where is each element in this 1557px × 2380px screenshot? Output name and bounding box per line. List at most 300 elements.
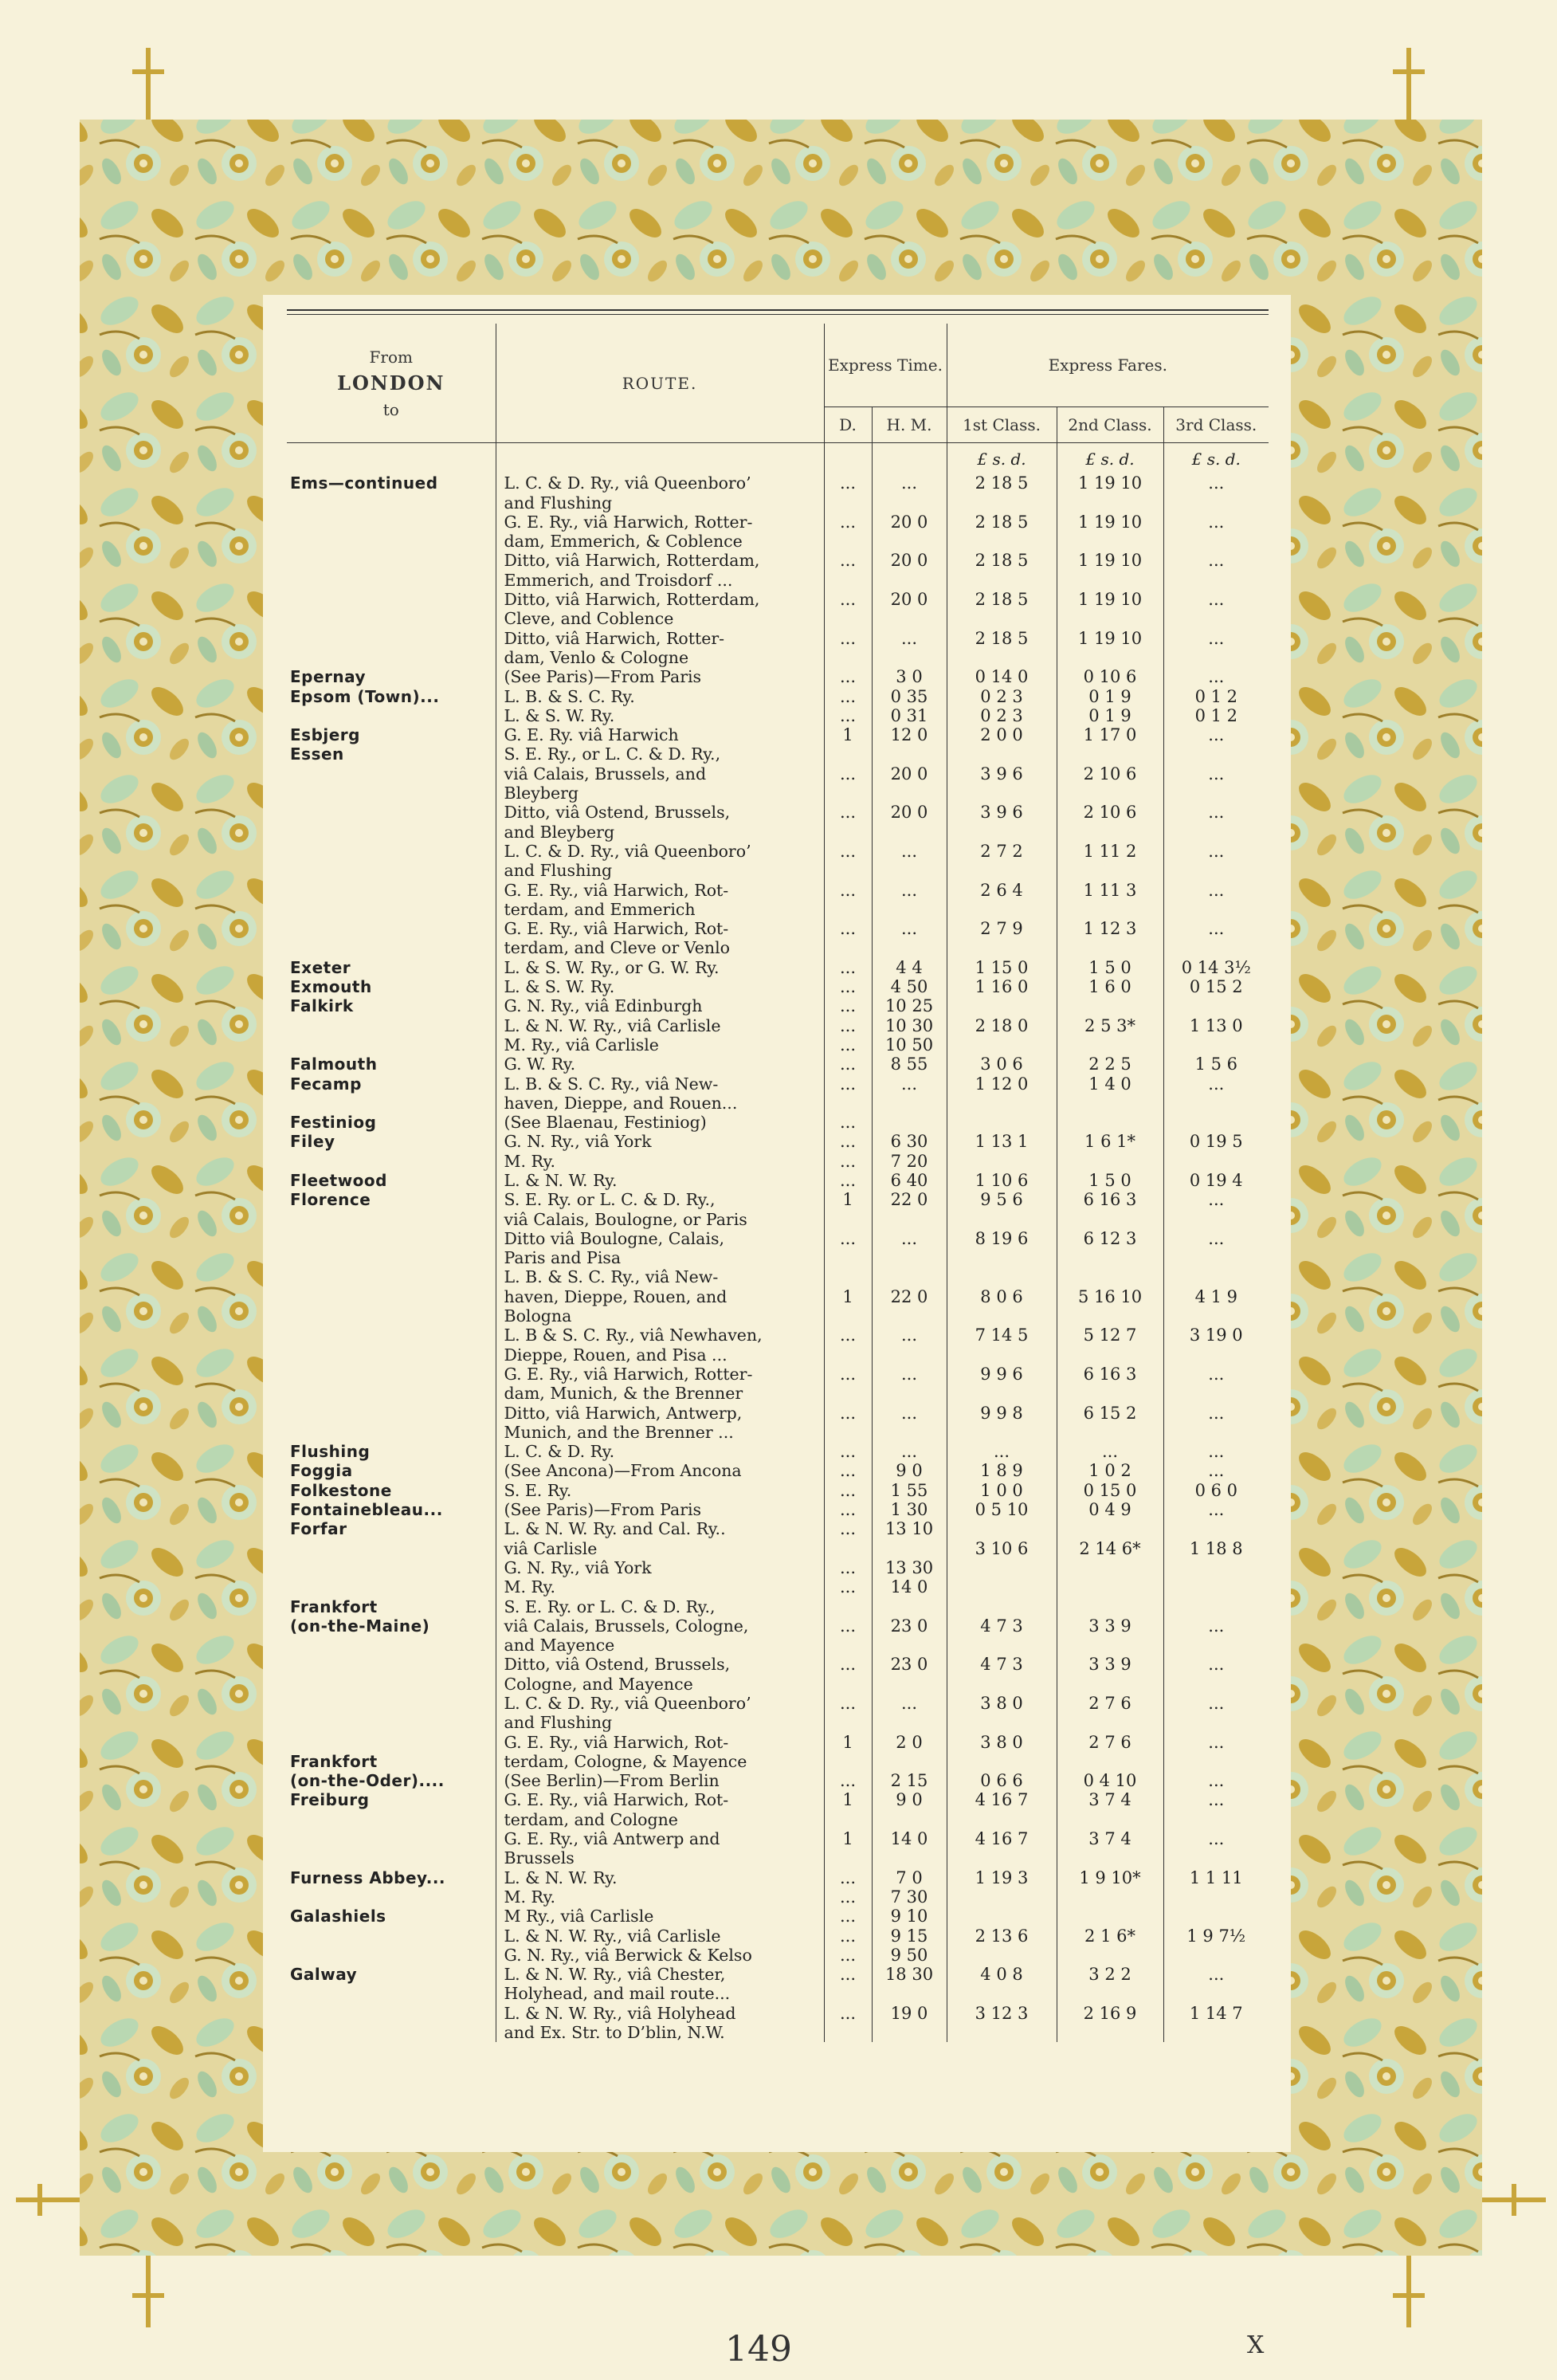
- table-row: [287, 1713, 1269, 1732]
- second-class-fare-cell: 3 2 2: [1057, 1965, 1163, 1984]
- days-cell: ...: [824, 1016, 872, 1035]
- first-class-fare-cell: [947, 493, 1057, 513]
- table-row: [287, 1171, 1269, 1190]
- hours-minutes-cell: 10 25: [872, 996, 947, 1015]
- days-cell: [824, 609, 872, 628]
- table-row: [287, 1132, 1269, 1151]
- destination-cell: [287, 1636, 496, 1655]
- destination-cell: [287, 648, 496, 667]
- table-row: [287, 1035, 1269, 1055]
- days-cell: [824, 532, 872, 551]
- second-class-fare-cell: 1 17 0: [1057, 725, 1163, 744]
- second-class-fare-cell: [1057, 1577, 1163, 1596]
- days-cell: 1: [824, 1790, 872, 1809]
- first-class-fare-cell: 9 5 6: [947, 1190, 1057, 1209]
- hours-minutes-cell: [872, 861, 947, 880]
- third-class-fare-cell: ...: [1163, 1965, 1269, 1984]
- third-class-fare-cell: ...: [1163, 1190, 1269, 1209]
- table-row: [287, 1210, 1269, 1229]
- destination-cell: [287, 803, 496, 822]
- third-class-fare-cell: 1 1 11: [1163, 1868, 1269, 1887]
- first-class-fare-cell: 2 18 5: [947, 473, 1057, 493]
- destination-cell: [287, 706, 496, 725]
- days-cell: [824, 1267, 872, 1286]
- route-cell: (See Ancona)—From Ancona: [496, 1461, 824, 1480]
- second-class-fare-cell: [1057, 1946, 1163, 1965]
- hours-minutes-cell: 22 0: [872, 1287, 947, 1306]
- table-row: [287, 1481, 1269, 1500]
- first-class-fare-cell: [947, 1094, 1057, 1113]
- days-cell: ...: [824, 1442, 872, 1461]
- days-cell: [824, 1210, 872, 1229]
- route-cell: haven, Dieppe, and Rouen...: [496, 1094, 824, 1113]
- route-cell: L. & S. W. Ry., or G. W. Ry.: [496, 958, 824, 977]
- hours-minutes-cell: ...: [872, 473, 947, 493]
- days-cell: [824, 1636, 872, 1655]
- table-row: [287, 1965, 1269, 1984]
- days-cell: [824, 1848, 872, 1867]
- days-cell: [824, 1423, 872, 1442]
- hours-minutes-cell: [872, 571, 947, 590]
- destination-cell: [287, 784, 496, 803]
- route-cell: S. E. Ry.: [496, 1481, 824, 1500]
- hours-minutes-cell: ...: [872, 881, 947, 900]
- route-cell: Dieppe, Rouen, and Pisa ...: [496, 1345, 824, 1365]
- destination-cell: [287, 842, 496, 861]
- first-class-fare-cell: 2 18 5: [947, 629, 1057, 648]
- hours-minutes-cell: ...: [872, 1404, 947, 1423]
- third-class-fare-cell: [1163, 1675, 1269, 1694]
- third-class-fare-cell: ...: [1163, 919, 1269, 938]
- first-class-fare-cell: 0 5 10: [947, 1500, 1057, 1519]
- table-row: [287, 744, 1269, 764]
- first-class-fare-cell: [947, 996, 1057, 1015]
- days-cell: 1: [824, 1829, 872, 1848]
- first-class-fare-cell: [947, 1558, 1057, 1577]
- route-cell: Paris and Pisa: [496, 1248, 824, 1267]
- route-cell: G. E. Ry., viâ Harwich, Rot-: [496, 881, 824, 900]
- first-class-fare-cell: 4 16 7: [947, 1829, 1057, 1848]
- hours-minutes-cell: [872, 609, 947, 628]
- first-class-fare-cell: 2 6 4: [947, 881, 1057, 900]
- second-class-fare-cell: [1057, 493, 1163, 513]
- first-class-fare-cell: [947, 1597, 1057, 1616]
- days-cell: ...: [824, 842, 872, 861]
- hours-minutes-header: H. M.: [872, 407, 947, 443]
- hours-minutes-cell: [872, 1675, 947, 1694]
- hours-minutes-cell: 23 0: [872, 1655, 947, 1674]
- first-class-fare-cell: 0 14 0: [947, 667, 1057, 686]
- days-cell: 1: [824, 1287, 872, 1306]
- days-cell: [824, 823, 872, 842]
- hours-minutes-cell: [872, 1384, 947, 1403]
- table-row: [287, 1190, 1269, 1209]
- first-class-fare-cell: [947, 1636, 1057, 1655]
- timetable-grid: [287, 324, 1269, 2042]
- hours-minutes-cell: 9 0: [872, 1790, 947, 1809]
- destination-cell: [287, 1287, 496, 1306]
- days-cell: ...: [824, 881, 872, 900]
- hours-minutes-cell: 9 0: [872, 1461, 947, 1480]
- second-class-fare-cell: [1057, 1152, 1163, 1171]
- third-class-fare-cell: [1163, 1984, 1269, 2003]
- third-class-fare-cell: [1163, 900, 1269, 919]
- third-class-fare-cell: [1163, 1267, 1269, 1286]
- table-row: [287, 1384, 1269, 1403]
- days-cell: ...: [824, 1171, 872, 1190]
- table-row: [287, 551, 1269, 570]
- third-class-fare-cell: ...: [1163, 1655, 1269, 1674]
- first-class-fare-cell: [947, 784, 1057, 803]
- second-class-fare-cell: 3 7 4: [1057, 1829, 1163, 1848]
- route-cell: L. & N. W. Ry., viâ Chester,: [496, 1965, 824, 1984]
- destination-cell: [287, 1152, 496, 1171]
- route-cell: Ditto, viâ Harwich, Rotterdam,: [496, 590, 824, 609]
- destination-cell: [287, 1558, 496, 1577]
- third-class-fare-cell: 3 19 0: [1163, 1325, 1269, 1345]
- third-class-fare-cell: ...: [1163, 1442, 1269, 1461]
- destination-cell: [287, 1694, 496, 1713]
- route-cell: and Flushing: [496, 493, 824, 513]
- days-cell: ...: [824, 1152, 872, 1171]
- hours-minutes-cell: ...: [872, 919, 947, 938]
- hours-minutes-cell: [872, 1848, 947, 1867]
- destination-cell: Essen: [290, 744, 344, 764]
- table-row: [287, 1907, 1269, 1926]
- third-class-fare-cell: 1 9 7½: [1163, 1926, 1269, 1946]
- third-class-fare-cell: [1163, 784, 1269, 803]
- first-class-fare-cell: [947, 744, 1057, 764]
- first-class-fare-cell: 7 14 5: [947, 1325, 1057, 1345]
- first-class-fare-cell: 2 0 0: [947, 725, 1057, 744]
- third-class-fare-cell: [1163, 1384, 1269, 1403]
- route-cell: L. C. & D. Ry., viâ Queenboro’: [496, 842, 824, 861]
- destination-cell: [287, 1848, 496, 1867]
- destination-cell: [287, 1035, 496, 1055]
- route-cell: Ditto, viâ Ostend, Brussels,: [496, 1655, 824, 1674]
- first-class-fare-cell: [947, 861, 1057, 880]
- days-cell: ...: [824, 1132, 872, 1151]
- route-cell: terdam, and Cleve or Venlo: [496, 938, 824, 957]
- first-class-units: £ s. d.: [947, 443, 1057, 474]
- table-row: [287, 1442, 1269, 1461]
- third-class-fare-cell: ...: [1163, 513, 1269, 532]
- days-cell: ...: [824, 803, 872, 822]
- destination-cell: Galway: [290, 1965, 358, 1985]
- hours-minutes-cell: [872, 1267, 947, 1286]
- hours-minutes-cell: [872, 1636, 947, 1655]
- first-class-fare-cell: 0 2 3: [947, 687, 1057, 706]
- second-class-fare-cell: [1057, 1210, 1163, 1229]
- third-class-fare-cell: [1163, 1577, 1269, 1596]
- hours-minutes-cell: [872, 493, 947, 513]
- route-cell: Emmerich, and Troisdorf ...: [496, 571, 824, 590]
- first-class-fare-cell: 2 7 9: [947, 919, 1057, 938]
- destination-cell: Exeter: [290, 957, 351, 977]
- destination-cell: [287, 1655, 496, 1674]
- third-class-fare-cell: ...: [1163, 551, 1269, 570]
- table-row: [287, 977, 1269, 996]
- express-fares-header: Express Fares.: [947, 324, 1269, 407]
- route-cell: terdam, Cologne, & Mayence: [496, 1752, 824, 1771]
- first-class-fare-cell: [947, 1384, 1057, 1403]
- third-class-fare-cell: [1163, 1306, 1269, 1325]
- third-class-fare-cell: ...: [1163, 667, 1269, 686]
- hours-minutes-cell: 6 40: [872, 1171, 947, 1190]
- third-class-fare-cell: 0 1 2: [1163, 706, 1269, 725]
- third-class-fare-cell: ...: [1163, 1616, 1269, 1636]
- hours-minutes-cell: 2 15: [872, 1771, 947, 1790]
- first-class-fare-cell: 9 9 6: [947, 1365, 1057, 1384]
- third-class-fare-cell: 1 13 0: [1163, 1016, 1269, 1035]
- table-row: [287, 1539, 1269, 1558]
- second-class-fare-cell: [1057, 1267, 1163, 1286]
- first-class-fare-cell: 1 16 0: [947, 977, 1057, 996]
- destination-cell: [287, 1577, 496, 1596]
- first-class-fare-cell: 0 2 3: [947, 706, 1057, 725]
- first-class-fare-cell: 4 0 8: [947, 1965, 1057, 1984]
- days-cell: ...: [824, 996, 872, 1015]
- route-cell: Ditto, viâ Harwich, Rotter-: [496, 629, 824, 648]
- days-cell: ...: [824, 1577, 872, 1596]
- second-class-fare-cell: [1057, 532, 1163, 551]
- route-cell: G. E. Ry. viâ Harwich: [496, 725, 824, 744]
- hours-minutes-cell: [872, 1210, 947, 1229]
- third-class-fare-cell: ...: [1163, 842, 1269, 861]
- destination-cell: Falkirk: [290, 996, 354, 1016]
- first-class-fare-cell: 8 0 6: [947, 1287, 1057, 1306]
- first-class-fare-cell: 1 0 0: [947, 1481, 1057, 1500]
- destination-cell: Fontainebleau...: [290, 1500, 443, 1520]
- second-class-fare-cell: 0 10 6: [1057, 667, 1163, 686]
- table-row: [287, 784, 1269, 803]
- days-cell: ...: [824, 764, 872, 784]
- third-class-fare-cell: 0 6 0: [1163, 1481, 1269, 1500]
- third-class-fare-cell: 0 1 2: [1163, 687, 1269, 706]
- second-class-fare-cell: 1 6 1*: [1057, 1132, 1163, 1151]
- first-class-fare-cell: [947, 1306, 1057, 1325]
- destination-cell: [287, 571, 496, 590]
- third-class-fare-cell: [1163, 648, 1269, 667]
- second-class-fare-cell: 2 10 6: [1057, 803, 1163, 822]
- route-cell: Ditto, viâ Harwich, Rotterdam,: [496, 551, 824, 570]
- destination-cell: [287, 513, 496, 532]
- destination-cell: [287, 919, 496, 938]
- hours-minutes-cell: 1 30: [872, 1500, 947, 1519]
- third-class-fare-cell: [1163, 1946, 1269, 1965]
- destination-cell: [287, 1016, 496, 1035]
- second-class-fare-cell: 5 16 10: [1057, 1287, 1163, 1306]
- route-cell: M. Ry.: [496, 1577, 824, 1596]
- first-class-fare-cell: 3 9 6: [947, 764, 1057, 784]
- route-cell: dam, Venlo & Cologne: [496, 648, 824, 667]
- days-cell: ...: [824, 687, 872, 706]
- days-cell: [824, 938, 872, 957]
- destination-cell: Epernay: [290, 667, 367, 687]
- third-class-fare-cell: [1163, 1907, 1269, 1926]
- first-class-fare-cell: 2 18 5: [947, 513, 1057, 532]
- destination-cell: [287, 823, 496, 842]
- second-class-fare-cell: 1 19 10: [1057, 590, 1163, 609]
- hours-minutes-cell: [872, 648, 947, 667]
- third-class-units: £ s. d.: [1163, 443, 1269, 474]
- route-cell: G. E. Ry., viâ Harwich, Rot-: [496, 1790, 824, 1809]
- route-cell: Munich, and the Brenner ...: [496, 1423, 824, 1442]
- destination-cell: Freiburg: [290, 1790, 370, 1810]
- route-cell: dam, Emmerich, & Coblence: [496, 532, 824, 551]
- second-class-fare-cell: 2 10 6: [1057, 764, 1163, 784]
- second-class-fare-cell: [1057, 1423, 1163, 1442]
- first-class-fare-cell: 1 10 6: [947, 1171, 1057, 1190]
- from-london-header: [287, 324, 496, 443]
- third-class-fare-cell: [1163, 1713, 1269, 1732]
- route-cell: L. B. & S. C. Ry., viâ New-: [496, 1267, 824, 1286]
- days-cell: ...: [824, 1113, 872, 1132]
- first-class-fare-cell: 3 8 0: [947, 1733, 1057, 1752]
- days-cell: ...: [824, 2004, 872, 2023]
- third-class-fare-cell: [1163, 1152, 1269, 1171]
- first-class-fare-cell: 3 10 6: [947, 1539, 1057, 1558]
- days-cell: ...: [824, 1868, 872, 1887]
- first-class-fare-cell: [947, 648, 1057, 667]
- first-class-fare-cell: [947, 1345, 1057, 1365]
- first-class-fare-cell: 1 19 3: [947, 1868, 1057, 1887]
- second-class-header: 2nd Class.: [1057, 407, 1163, 443]
- table-row: [287, 1984, 1269, 2003]
- route-cell: Cleve, and Coblence: [496, 609, 824, 628]
- second-class-fare-cell: [1057, 1519, 1163, 1538]
- third-class-fare-cell: ...: [1163, 1790, 1269, 1809]
- hours-minutes-cell: ...: [872, 629, 947, 648]
- table-row: [287, 1152, 1269, 1171]
- route-cell: and Bleyberg: [496, 823, 824, 842]
- third-class-fare-cell: ...: [1163, 725, 1269, 744]
- second-class-fare-cell: 0 4 10: [1057, 1771, 1163, 1790]
- destination-cell: [287, 1325, 496, 1345]
- first-class-fare-cell: [947, 1519, 1057, 1538]
- page-number: 149: [725, 2329, 792, 2370]
- third-class-fare-cell: 0 15 2: [1163, 977, 1269, 996]
- hours-minutes-cell: 14 0: [872, 1829, 947, 1848]
- first-class-fare-cell: 4 7 3: [947, 1616, 1057, 1636]
- table-row: [287, 1055, 1269, 1074]
- days-cell: ...: [824, 1229, 872, 1248]
- second-class-fare-cell: [1057, 1984, 1163, 2003]
- destination-cell: [287, 1345, 496, 1365]
- days-cell: ...: [824, 1616, 872, 1636]
- second-class-fare-cell: 2 2 5: [1057, 1055, 1163, 1074]
- third-class-fare-cell: [1163, 1558, 1269, 1577]
- third-class-fare-cell: ...: [1163, 473, 1269, 493]
- table-row: [287, 2023, 1269, 2042]
- table-row: [287, 1887, 1269, 1907]
- second-class-fare-cell: 1 5 0: [1057, 958, 1163, 977]
- route-cell: L. & S. W. Ry.: [496, 977, 824, 996]
- third-class-fare-cell: 4 1 9: [1163, 1287, 1269, 1306]
- destination-cell: [287, 493, 496, 513]
- third-class-fare-cell: ...: [1163, 1694, 1269, 1713]
- hours-minutes-cell: ...: [872, 1365, 947, 1384]
- days-cell: ...: [824, 1946, 872, 1965]
- hours-minutes-cell: 23 0: [872, 1616, 947, 1636]
- destination-cell: [287, 1810, 496, 1829]
- second-class-fare-cell: 2 7 6: [1057, 1733, 1163, 1752]
- hours-minutes-cell: ...: [872, 1074, 947, 1094]
- first-class-fare-cell: [947, 1946, 1057, 1965]
- third-class-fare-cell: 0 19 5: [1163, 1132, 1269, 1151]
- hours-minutes-cell: [872, 1345, 947, 1365]
- destination-cell: Frankfort: [290, 1751, 378, 1771]
- second-class-fare-cell: 6 15 2: [1057, 1404, 1163, 1423]
- hours-minutes-cell: 9 15: [872, 1926, 947, 1946]
- destination-cell: Florence: [290, 1190, 371, 1210]
- destination-cell: Foggia: [290, 1461, 353, 1481]
- route-cell: G. E. Ry., viâ Harwich, Rot-: [496, 919, 824, 938]
- route-cell: terdam, and Cologne: [496, 1810, 824, 1829]
- second-class-fare-cell: 3 3 9: [1057, 1616, 1163, 1636]
- table-row: [287, 473, 1269, 493]
- second-class-fare-cell: 1 11 2: [1057, 842, 1163, 861]
- route-cell: G. E. Ry., viâ Harwich, Rotter-: [496, 1365, 824, 1384]
- destination-cell: [287, 532, 496, 551]
- route-cell: L. B. & S. C. Ry., viâ New-: [496, 1074, 824, 1094]
- hours-minutes-cell: ...: [872, 1694, 947, 1713]
- hours-minutes-cell: 0 35: [872, 687, 947, 706]
- third-class-fare-cell: ...: [1163, 1229, 1269, 1248]
- table-row: [287, 823, 1269, 842]
- hours-minutes-cell: 13 10: [872, 1519, 947, 1538]
- second-class-fare-cell: [1057, 1636, 1163, 1655]
- second-class-fare-cell: [1057, 571, 1163, 590]
- third-class-fare-cell: [1163, 1035, 1269, 1055]
- hours-minutes-cell: 7 20: [872, 1152, 947, 1171]
- route-cell: Brussels: [496, 1848, 824, 1867]
- second-class-fare-cell: [1057, 1675, 1163, 1694]
- table-row: [287, 1287, 1269, 1306]
- second-class-fare-cell: 1 6 0: [1057, 977, 1163, 996]
- table-row: [287, 1946, 1269, 1965]
- destination-cell: [287, 2004, 496, 2023]
- route-cell: S. E. Ry. or L. C. & D. Ry.,: [496, 1190, 824, 1209]
- first-class-fare-cell: [947, 1984, 1057, 2003]
- table-row: [287, 958, 1269, 977]
- table-row: [287, 1558, 1269, 1577]
- days-cell: ...: [824, 1887, 872, 1907]
- first-class-fare-cell: 1 13 1: [947, 1132, 1057, 1151]
- route-cell: L. & S. W. Ry.: [496, 706, 824, 725]
- days-cell: ...: [824, 1500, 872, 1519]
- route-cell: L. B & S. C. Ry., viâ Newhaven,: [496, 1325, 824, 1345]
- second-class-fare-cell: 0 15 0: [1057, 1481, 1163, 1500]
- route-cell: and Mayence: [496, 1636, 824, 1655]
- second-class-fare-cell: 0 1 9: [1057, 687, 1163, 706]
- first-class-fare-cell: [947, 1675, 1057, 1694]
- second-class-fare-cell: 1 19 10: [1057, 473, 1163, 493]
- destination-cell: [287, 1306, 496, 1325]
- third-class-fare-cell: [1163, 823, 1269, 842]
- route-cell: terdam, and Emmerich: [496, 900, 824, 919]
- second-class-fare-cell: 1 12 3: [1057, 919, 1163, 938]
- third-class-fare-cell: 1 14 7: [1163, 2004, 1269, 2023]
- first-class-fare-cell: 1 12 0: [947, 1074, 1057, 1094]
- third-class-fare-cell: [1163, 1887, 1269, 1907]
- hours-minutes-cell: ...: [872, 842, 947, 861]
- hours-minutes-cell: 20 0: [872, 551, 947, 570]
- second-class-fare-cell: [1057, 900, 1163, 919]
- second-class-fare-cell: [1057, 1384, 1163, 1403]
- destination-cell: [287, 1384, 496, 1403]
- destination-cell: [287, 1733, 496, 1752]
